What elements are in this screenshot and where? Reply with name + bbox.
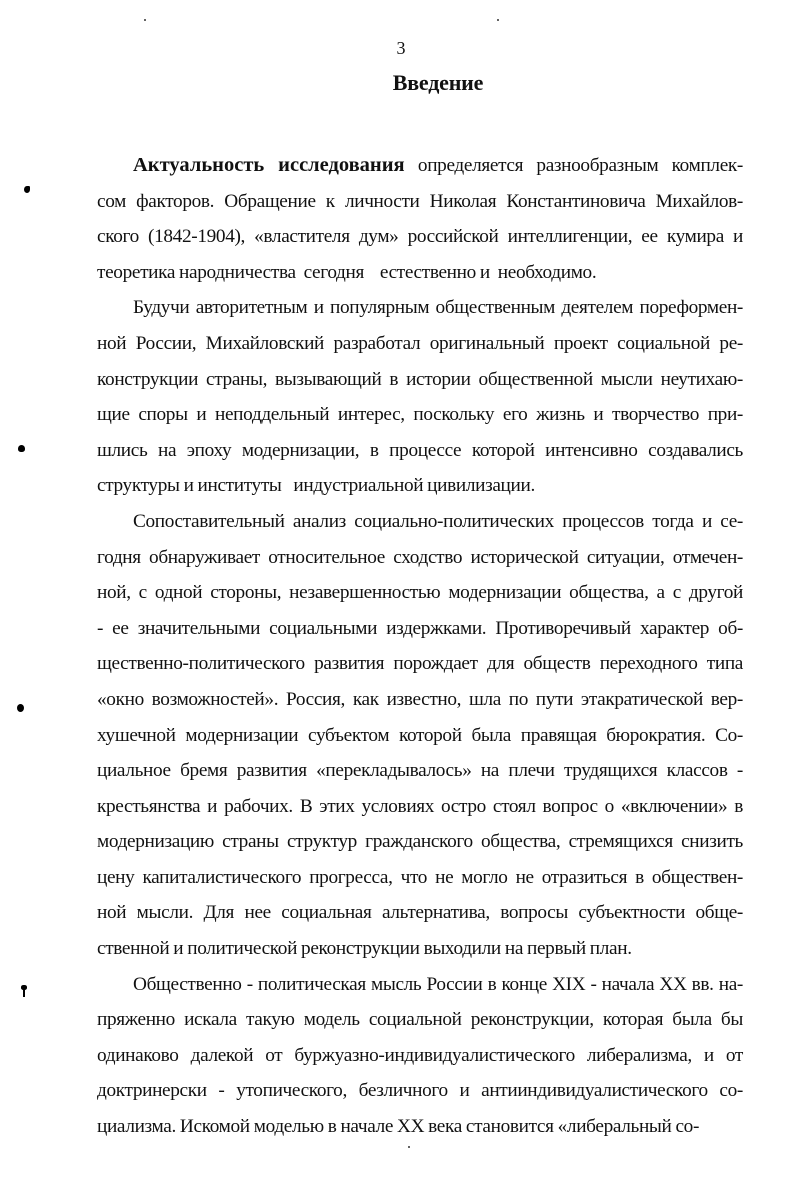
line-text: щественно-политического развития порождает для обществ переходного типа bbox=[97, 653, 743, 675]
line-text: «окно возможностей». Россия, как известно, шла по пути этакратической вер- bbox=[97, 688, 743, 710]
line-text: одинаково далекой от буржуазно-индивидуалистического либерализма, и от bbox=[97, 1044, 743, 1066]
line-text: ственной и политической реконструкции выходили на первый план. bbox=[97, 938, 632, 960]
text-line bbox=[97, 255, 743, 291]
text-line bbox=[97, 148, 743, 184]
paragraph bbox=[97, 504, 743, 967]
text-line bbox=[97, 1038, 743, 1074]
margin-mark-icon bbox=[17, 704, 24, 712]
line-text: годня обнаруживает относительное сходство исторической ситуации, отмечен- bbox=[97, 546, 743, 568]
line-text: циализма. Искомой моделью в начале XX века становится «либеральный со- bbox=[97, 1116, 700, 1138]
line-text: крестьянства и рабочих. В этих условиях остро стоял вопрос о «включении» в bbox=[97, 795, 743, 817]
text-line bbox=[97, 1073, 743, 1109]
text-line bbox=[97, 219, 743, 255]
page-title bbox=[0, 70, 796, 96]
text-line bbox=[97, 433, 743, 469]
line-text: сом факторов. Обращение к личности Николая Константиновича Михайлов- bbox=[97, 190, 743, 212]
line-text: пряженно искала такую модель социальной реконструкции, которая была бы bbox=[97, 1009, 743, 1031]
text-line bbox=[97, 326, 743, 362]
line-text: модернизацию страны структур гражданского общества, стремящихся снизить bbox=[97, 831, 743, 853]
scan-speck bbox=[144, 19, 146, 21]
text-line bbox=[97, 611, 743, 647]
line-text: - ее значительными социальными издержками. Противоречивый характер об- bbox=[97, 617, 743, 639]
scan-speck bbox=[497, 19, 499, 21]
text-line bbox=[97, 753, 743, 789]
text-line bbox=[97, 967, 743, 1003]
text-line bbox=[97, 682, 743, 718]
margin-mark-icon bbox=[24, 186, 30, 193]
line-text: циальное бремя развития «перекладывалось» на плечи трудящихся классов - bbox=[97, 760, 743, 782]
text-line bbox=[97, 646, 743, 682]
page-title-text: Введение bbox=[392, 70, 484, 95]
line-text: ной мысли. Для нее социальная альтернатива, вопросы субъектности обще- bbox=[97, 902, 743, 924]
text-line bbox=[97, 789, 743, 825]
text-line bbox=[97, 504, 743, 540]
text-line bbox=[97, 1109, 743, 1145]
text-line bbox=[97, 397, 743, 433]
paragraph bbox=[97, 967, 743, 1145]
page-number-text: 3 bbox=[396, 38, 406, 58]
line-text: структуры и институты индустриальной цивилизации. bbox=[97, 475, 535, 497]
text-line bbox=[97, 362, 743, 398]
line-text: цену капиталистического прогресса, что не могло не отразиться в обществен- bbox=[97, 866, 743, 888]
line-text: конструкции страны, вызывающий в истории общественной мысли неутихаю- bbox=[97, 368, 743, 390]
text-line bbox=[97, 540, 743, 576]
line-text: ной, с одной стороны, незавершенностью модернизации общества, а с другой bbox=[97, 582, 743, 604]
page-number bbox=[0, 38, 796, 59]
text-line bbox=[97, 468, 743, 504]
body-text bbox=[97, 148, 743, 1145]
line-text: Сопоставительный анализ социально-политических процессов тогда и се- bbox=[133, 510, 743, 532]
line-text: определяется разнообразным комплек- bbox=[404, 155, 743, 176]
lead-term: Актуальность исследования bbox=[133, 154, 405, 176]
text-line bbox=[97, 895, 743, 931]
line-text: Общественно - политическая мысль России в конце XIX - начала XX вв. на- bbox=[133, 973, 743, 995]
text-line bbox=[97, 718, 743, 754]
text-line bbox=[97, 290, 743, 326]
text-line bbox=[97, 1002, 743, 1038]
margin-mark-icon bbox=[23, 989, 25, 997]
line-text: доктринерски - утопического, безличного и антииндивидуалистического со- bbox=[97, 1080, 743, 1102]
paragraph bbox=[97, 290, 743, 504]
text-line bbox=[97, 931, 743, 967]
line-text: шлись на эпоху модернизации, в процессе которой интенсивно создавались bbox=[97, 439, 743, 461]
margin-mark-icon bbox=[18, 445, 25, 452]
text-line bbox=[97, 824, 743, 860]
scan-speck bbox=[408, 1146, 410, 1148]
text-line bbox=[97, 575, 743, 611]
text-line bbox=[97, 184, 743, 220]
paragraph bbox=[97, 148, 743, 290]
line-text: Будучи авторитетным и популярным общественным деятелем пореформен- bbox=[133, 297, 743, 319]
line-text: щие споры и неподдельный интерес, поскольку его жизнь и творчество при- bbox=[97, 404, 743, 426]
text-line bbox=[97, 860, 743, 896]
line-text: ского (1842-1904), «властителя дум» российской интеллигенции, ее кумира и bbox=[97, 226, 743, 248]
line-text: ной России, Михайловский разработал оригинальный проект социальной ре- bbox=[97, 332, 743, 354]
line-text: теоретика народничества сегодня естественно и необходимо. bbox=[97, 261, 597, 283]
line-text: хушечной модернизации субъектом которой была правящая бюрократия. Со- bbox=[97, 724, 743, 746]
